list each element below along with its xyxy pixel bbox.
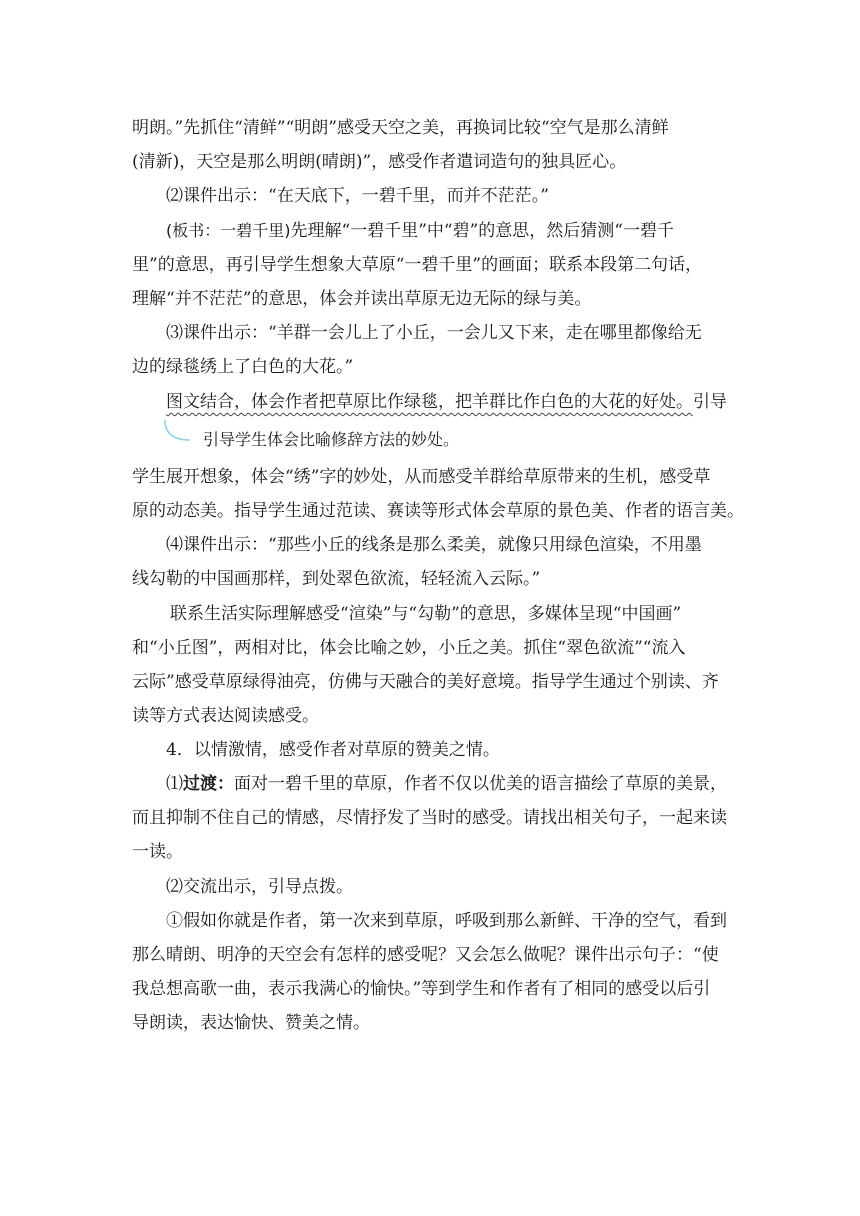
paragraph-line: 理解“并不茫茫”的意思，体会并读出草原无边无际的绿与美。 — [132, 289, 592, 309]
paragraph-line: 而且抑制不住自己的情感，尽情抒发了当时的感受。请找出相关句子，一起来读 — [132, 808, 727, 828]
paragraph-line: 联系生活实际理解感受“渲染”与“勾勒”的意思，多媒体呈现“中国画” — [170, 604, 682, 624]
paragraph-line: 学生展开想象，体会“绣”字的妙处，从而感受羊群给草原带来的生机，感受草 — [132, 467, 711, 487]
paragraph-line: 原的动态美。指导学生通过范读、赛读等形式体会草原的景色美、作者的语言美。 — [132, 501, 744, 521]
paragraph-line: ①假如你就是作者，第一次来到草原，呼吸到那么新鲜、干净的空气，看到 — [166, 911, 727, 931]
paragraph-line: 和“小丘图”，两相对比，体会比喻之妙，小丘之美。抓住“翠色欲流”“流入 — [132, 638, 686, 658]
paragraph-line — [166, 772, 727, 796]
paragraph-text: 面对一碧千里的草原，作者不仅以优美的语言描绘了草原的美景， — [234, 774, 727, 794]
item-number: ⑴ — [166, 774, 183, 794]
paragraph-line: 明朗。”先抓住“清鲜”“明朗”感受天空之美，再换词比较“空气是那么清鲜 — [132, 118, 669, 138]
paragraph-text: 引导 — [693, 392, 727, 412]
paragraph-line: ⑶课件出示：“羊群一会儿上了小丘，一会儿又下来，走在哪里都像给无 — [166, 323, 702, 343]
paragraph-line — [166, 219, 674, 243]
section-heading: 4．以情激情，感受作者对草原的赞美之情。 — [166, 740, 500, 760]
paragraph-line: ⑷课件出示：“那些小丘的线条是那么柔美，就像只用绿色渲染，不用墨 — [166, 535, 702, 555]
paragraph-line: 线勾勒的中国画那样，到处翠色欲流，轻轻流入云际。” — [132, 569, 541, 589]
board-note: (板书：一碧千里) — [166, 221, 291, 240]
paragraph-text: 先理解“一碧千里”中“碧”的意思，然后猜测“一碧千 — [290, 221, 674, 241]
paragraph-line: ⑵交流出示，引导点拨。 — [166, 877, 353, 897]
paragraph-line: 云际”感受草原绿得油亮，仿佛与天融合的美好意境。指导学生通过个别读、齐 — [132, 672, 719, 692]
annotation-note: 引导学生体会比喻修辞方法的妙处。 — [203, 430, 460, 449]
paragraph-line: (清新)，天空是那么明朗(晴朗)”，感受作者遣词造句的独具匠心。 — [132, 152, 627, 172]
paragraph-line: 里”的意思，再引导学生想象大草原“一碧千里”的画面；联系本段第二句话， — [132, 255, 703, 275]
paragraph-line: 一读。 — [132, 842, 183, 862]
wavy-underlined-text: 图文结合，体会作者把草原比作绿毯，把羊群比作白色的大花的好处。 — [166, 392, 693, 412]
paragraph-line: 那么晴朗、明净的天空会有怎样的感受呢？又会怎么做呢？课件出示句子：“使 — [132, 945, 719, 965]
paragraph-line: ⑵课件出示：“在天底下，一碧千里，而并不茫茫。” — [166, 186, 549, 206]
paragraph-line: 导朗读，表达愉快、赞美之情。 — [132, 1013, 370, 1033]
transition-label: 过渡： — [183, 774, 234, 794]
annotation-bracket-icon — [162, 418, 192, 444]
paragraph-line: 读等方式表达阅读感受。 — [132, 706, 319, 726]
paragraph-line: 我总想高歌一曲，表示我满心的愉快。”等到学生和作者有了相同的感受以后引 — [132, 979, 711, 999]
paragraph-line: 边的绿毯绣上了白色的大花。” — [132, 357, 354, 377]
paragraph-line — [166, 390, 727, 414]
